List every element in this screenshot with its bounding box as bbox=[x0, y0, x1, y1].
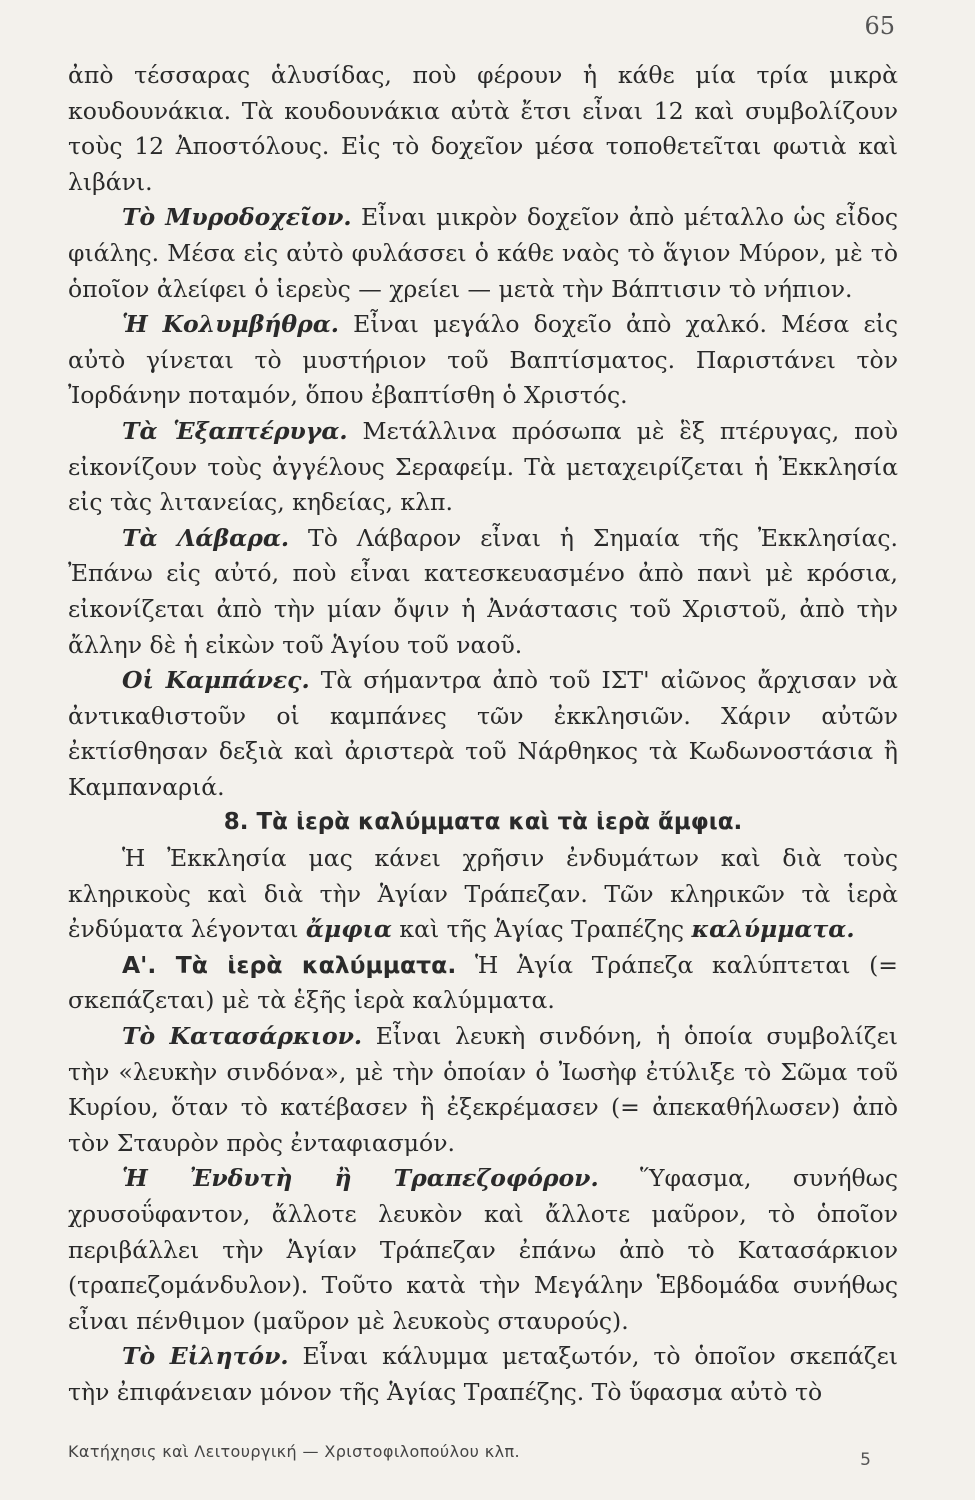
subsection-text: Ἡ Ἁγία Τράπεζα καλύπτεται (= σκεπάζεται) μὲ τὰ ἑξῆς ἱερὰ καλύμματα. bbox=[68, 950, 898, 1015]
entry-myrodocheion bbox=[68, 200, 898, 307]
entry-text: Τὸ Λάβαρον εἶναι ἡ Σημαία τῆς Ἐκκλησίας. Ἐπάνω εἰς αὐτό, ποὺ εἶναι κατεσκευασμένο ἀπὸ πανὶ μὲ κρόσια, εἰκονίζεται ἀπὸ τὴν μίαν ὄψιν ἡ Ἀνάστασις τοῦ Χριστοῦ, ἀπὸ τὴν ἄλλην δὲ ἡ εἰκὼν τοῦ Ἁγίου τοῦ ναοῦ. bbox=[68, 523, 899, 659]
term-kalymmata: καλύμματα. bbox=[691, 915, 855, 944]
entry-text: Μετάλλινα πρόσωπα μὲ ἓξ πτέρυγας, ποὺ εἰκονίζουν τοὺς ἀγγέλους Σεραφείμ. Τὰ μεταχειρίζεται ἡ Ἐκκλησία εἰς τὰς λιτανείας, κηδείας, κλπ. bbox=[68, 416, 898, 517]
subsection-paragraph bbox=[68, 948, 898, 1019]
entry-text: Εἶναι μεγάλο δοχεῖο ἀπὸ χαλκό. Μέσα εἰς αὐτὸ γίνεται τὸ μυστήριον τοῦ Βαπτίσματος. Παριστάνει τὸν Ἰορδάνην ποταμόν, ὅπου ἐβαπτίσθη ὁ Χριστός. bbox=[68, 310, 898, 410]
signature-mark: 5 bbox=[860, 1450, 871, 1470]
entry-endyti bbox=[68, 1161, 898, 1339]
entry-text: Ὕφασμα, συνήθως χρυσοΰφαντον, ἄλλοτε λευκὸν καὶ ἄλλοτε μαῦρον, τὸ ὁποῖον περιβάλλει τὴν Ἁγίαν Τράπεζαν ἐπάνω ἀπὸ τὸ Κατασάρκιον (τραπεζομάνδυλον). Τοῦτο κατὰ τὴν Μεγάλην Ἑβδομάδα συνήθως εἶναι πένθιμον (μαῦρον μὲ λευκοὺς σταυρούς). bbox=[68, 1164, 898, 1335]
intro-paragraph: ἀπὸ τέσσαρας ἁλυσίδας, ποὺ φέρουν ἡ κάθε μία τρία μικρὰ κουδουνάκια. Τὰ κουδουνάκια αὐτὰ ἔτσι εἶναι 12 καὶ συμβολίζουν τοὺς 12 Ἀποστόλους. Εἰς τὸ δοχεῖον μέσα τοποθετεῖται φωτιὰ καὶ λιβάνι. bbox=[68, 61, 898, 196]
entry-eiliton bbox=[68, 1339, 898, 1410]
footer-running-title: Κατήχησις καὶ Λειτουργική — Χριστοφιλοπούλου κλπ. bbox=[68, 1442, 520, 1461]
entry-text: Εἶναι μικρὸν δοχεῖον ἀπὸ μέταλλο ὡς εἶδος φιάλης. Μέσα εἰς αὐτὸ φυλάσσει ὁ κάθε ναὸς τὸ ἅγιον Μύρον, μὲ τὸ ὁποῖον ἀλείφει ὁ ἱερεὺς — χρείει — μετὰ τὴν Βάπτισιν τὸ νήπιον. bbox=[68, 203, 898, 303]
entry-katasarkion bbox=[68, 1019, 898, 1161]
entry-lavara bbox=[68, 521, 898, 663]
entry-kolymvithra bbox=[68, 307, 898, 414]
entry-text: Τὰ σήμαντρα ἀπὸ τοῦ ΙΣΤ' αἰῶνος ἄρχισαν νὰ ἀντικαθιστοῦν οἱ καμπάνες τῶν ἐκκλησιῶν. Χάριν αὐτῶν ἐκτίσθησαν δεξιὰ καὶ ἀριστερὰ τοῦ Νάρθηκος τὰ Κωδωνοστάσια ἢ Καμπαναριά. bbox=[68, 666, 898, 801]
section-intro-text: καὶ τῆς Ἁγίας Τραπέζης bbox=[391, 915, 692, 944]
section-intro-text: Ἡ Ἐκκλησία μας κάνει χρῆσιν ἐνδυμάτων καὶ διὰ τοὺς κληρικοὺς καὶ διὰ τὴν Ἁγίαν Τράπεζαν. Τῶν κληρικῶν τὰ ἱερὰ ἐνδύματα λέγονται bbox=[68, 844, 898, 944]
entry-text: Εἶναι κάλυμμα μεταξωτόν, τὸ ὁποῖον σκεπάζει τὴν ἐπιφάνειαν μόνον τῆς Ἁγίας Τραπέζης. Τὸ ὕφασμα αὐτὸ τὸ bbox=[68, 1342, 898, 1406]
entry-term: Τὸ Κατασάρκιον. bbox=[122, 1022, 363, 1051]
page-number: 65 bbox=[864, 12, 895, 40]
entry-term: Ἡ Κολυμβήθρα. bbox=[122, 310, 339, 339]
subsection-heading: Α'. Τὰ ἱερὰ καλύμματα. bbox=[122, 950, 457, 979]
entry-term: Τὰ Λάβαρα. bbox=[122, 523, 290, 552]
section-heading: 8. Τὰ ἱερὰ καλύμματα καὶ τὰ ἱερὰ ἄμφια. bbox=[223, 809, 743, 836]
entry-term: Τὰ Ἑξαπτέρυγα. bbox=[122, 416, 348, 445]
section-intro-paragraph bbox=[68, 841, 898, 948]
entry-text: Εἶναι λευκὴ σινδόνη, ἡ ὁποία συμβολίζει τὴν «λευκὴν σινδόνα», μὲ τὴν ὁποίαν ὁ Ἰωσὴφ ἐτύλιξε τὸ Σῶμα τοῦ Κυρίου, ὅταν τὸ κατέβασεν ἢ ἐξεκρέμασεν (= ἀπεκαθήλωσεν) ἀπὸ τὸν Σταυρὸν πρὸς ἐνταφιασμόν. bbox=[68, 1022, 898, 1157]
entry-term: Οἱ Καμπάνες. bbox=[122, 666, 310, 695]
entry-exapteryga bbox=[68, 414, 898, 521]
entry-term: Τὸ Εἰλητόν. bbox=[122, 1342, 289, 1371]
entry-term: Ἡ Ἐνδυτὴ ἢ Τραπεζοφόρον. bbox=[122, 1164, 599, 1193]
term-amfia: ἄμφια bbox=[305, 915, 392, 944]
entry-term: Τὸ Μυροδοχεῖον. bbox=[122, 203, 352, 232]
entry-kampanes bbox=[68, 663, 898, 805]
page-body bbox=[68, 58, 898, 1411]
